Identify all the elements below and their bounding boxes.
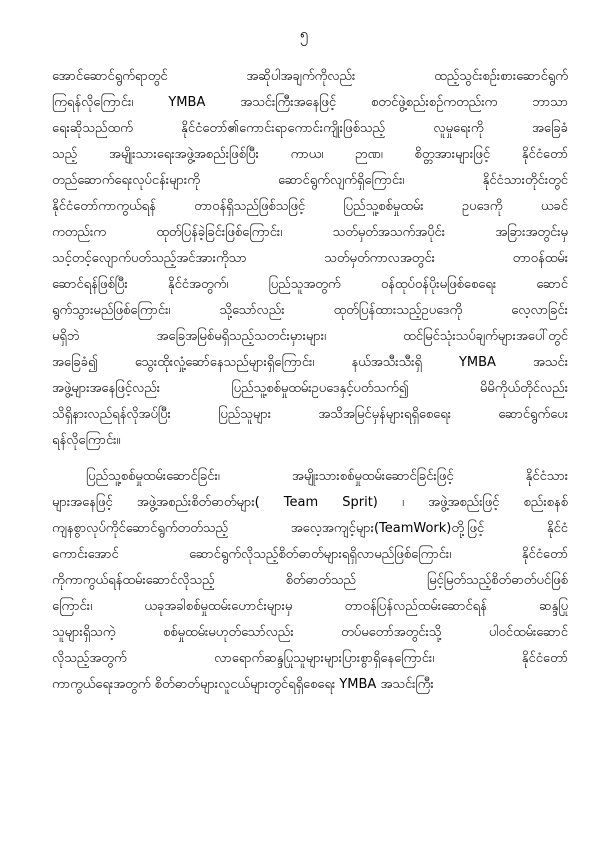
text-line: များအနေဖြင့် အဖွဲ့အစည်းစိတ်ဓာတ်များ( Team Sprit) ၊ အဖွဲ့အစည်းဖြင့် စည်းစနစ်: [52, 495, 568, 510]
paragraph-2: [52, 464, 568, 698]
text-line: ကာကွယ်ရေးအတွက် စိတ်ဓာတ်များလူငယ်များတွင်ရရှိစေရေး YMBA အသင်းကြီး: [52, 677, 434, 692]
text-line: အောင်ဆောင်ရွက်ရာတွင် အဆိုပါအချက်ကိုလည်း ထည့်သွင်းစဉ်းစားဆောင်ရွက်: [52, 69, 568, 84]
text-line: ကတည်းက ထုတ်ပြန်ခဲ့ခြင်းဖြစ်ကြောင်း၊ သတ်မှတ်အသက်အပိုင်း အခြားအတွင်းမှ: [52, 225, 568, 240]
document-body: [52, 64, 568, 698]
text-line: သူများရှိသကဲ့ စစ်မှုထမ်းမဟုတ်သော်လည်း တပ်မတော်အတွင်းသို့ ပါဝင်ထမ်းဆောင်: [52, 625, 568, 640]
text-line: ကောင်းအောင် ဆောင်ရွက်လိုသည့်စိတ်ဓာတ်များရရှိလာမည်ဖြစ်ကြောင်း၊ နိုင်ငံတော်: [52, 547, 568, 562]
text-line: လိုသည့်အတွက် လာရောက်ဆန္ဒပြုသူများများပြားစွာရှိနေကြောင်း၊ နိုင်ငံတော်: [52, 651, 568, 666]
text-line: အခြေခံ၍ သွေးထိုးလှုံ့ဆော်နေသည်များရှိကြောင်း၊ နယ်အသီးသီးရှိ YMBA အသင်း: [52, 355, 568, 370]
text-line: သိရှိနားလည်ရန်လိုအပ်ပြီး ပြည်သူများ အသိအမြင်မှန်များရရှိစေရေး ဆောင်ရွက်ပေး: [52, 407, 568, 422]
text-line: မရှိဘဲ အခြေအမြစ်မရှိသည့်သတင်းမှားများ၊ ထင်မြင်သုံးသပ်ချက်များအပေါ်တွင်: [52, 329, 568, 344]
text-line: ကျနစွာလုပ်ကိုင်ဆောင်ရွက်တတ်သည့် အလေ့အကျင့်များ(TeamWork)တို့ဖြင့် နိုင်ငံ: [52, 521, 568, 536]
paragraph-gap: [52, 454, 568, 464]
text-line: အဖွဲ့များအနေဖြင့်လည်း ပြည်သူ့စစ်မှုထမ်းဥပဒေနှင့်ပတ်သက်၍ မိမိကိုယ်တိုင်လည်း: [52, 381, 568, 396]
text-line: ကိုကာကွယ်ရန်ထမ်းဆောင်လိုသည့် စိတ်ဓာတ်သည် မြင့်မြတ်သည့်စိတ်ဓာတ်ပင်ဖြစ်: [52, 573, 568, 588]
text-line: နိုင်ငံတော်ကာကွယ်ရန် တာဝန်ရှိသည်ဖြစ်သဖြင့် ပြည်သူ့စစ်မှုထမ်း ဥပဒေကို ယခင်: [52, 199, 568, 214]
text-line: ကြရန်လိုကြောင်း၊ YMBA အသင်းကြီးအနေဖြင့် စတင်ဖွဲ့စည်းစဉ်ကတည်းက ဘာသာ: [52, 95, 568, 110]
text-line: သည့် အမျိုးသားရေးအဖွဲ့အစည်းဖြစ်ပြီး ကာယ၊ ဉာဏ၊ စိတ္တအားများဖြင့် နိုင်ငံတော်: [52, 147, 568, 162]
paragraph-1: [52, 64, 568, 454]
text-line: ရွက်သွားမည်ဖြစ်ကြောင်း၊ သို့သော်လည်း ထုတ်ပြန်ထားသည့်ဥပဒေကို လေ့လာခြင်း: [52, 303, 568, 318]
text-line: သင့်တင့်လျောက်ပတ်သည့်အင်အားကိုသာ သတ်မှတ်ကာလအတွင်း တာဝန်ထမ်း: [52, 251, 568, 266]
text-line: ဆောင်ရန်ဖြစ်ပြီး နိုင်ငံအတွက်၊ ပြည်သူအတွက် ဝန်ထုပ်ဝန်ပိုးမဖြစ်စေရေး ဆောင်: [52, 277, 568, 292]
text-line: တည်ဆောက်ရေးလုပ်ငန်းများကို ဆောင်ရွက်လျက်ရှိကြောင်း၊ နိုင်ငံသားတိုင်းတွင်: [52, 173, 568, 188]
text-line: ရေးဆိုသည်ထက် နိုင်ငံတော်၏ကောင်းရာကောင်းကျိုးဖြစ်သည့် လူမှုရေးကို အခြေခံ: [52, 121, 568, 136]
text-line: ကြောင်း၊ ယခုအခါစစ်မှုထမ်းဟောင်းများမှ တာဝန်ပြန်လည်ထမ်းဆောင်ရန် ဆန္ဒပြု: [52, 599, 568, 614]
text-line: ရန်လိုကြောင်း။: [52, 433, 121, 448]
text-line: ပြည်သူ့စစ်မှုထမ်းဆောင်ခြင်း၊ အမျိုးသားစစ်မှုထမ်းဆောင်ခြင်းဖြင့် နိုင်ငံသား: [86, 469, 568, 484]
page-number: ၅: [299, 25, 309, 43]
